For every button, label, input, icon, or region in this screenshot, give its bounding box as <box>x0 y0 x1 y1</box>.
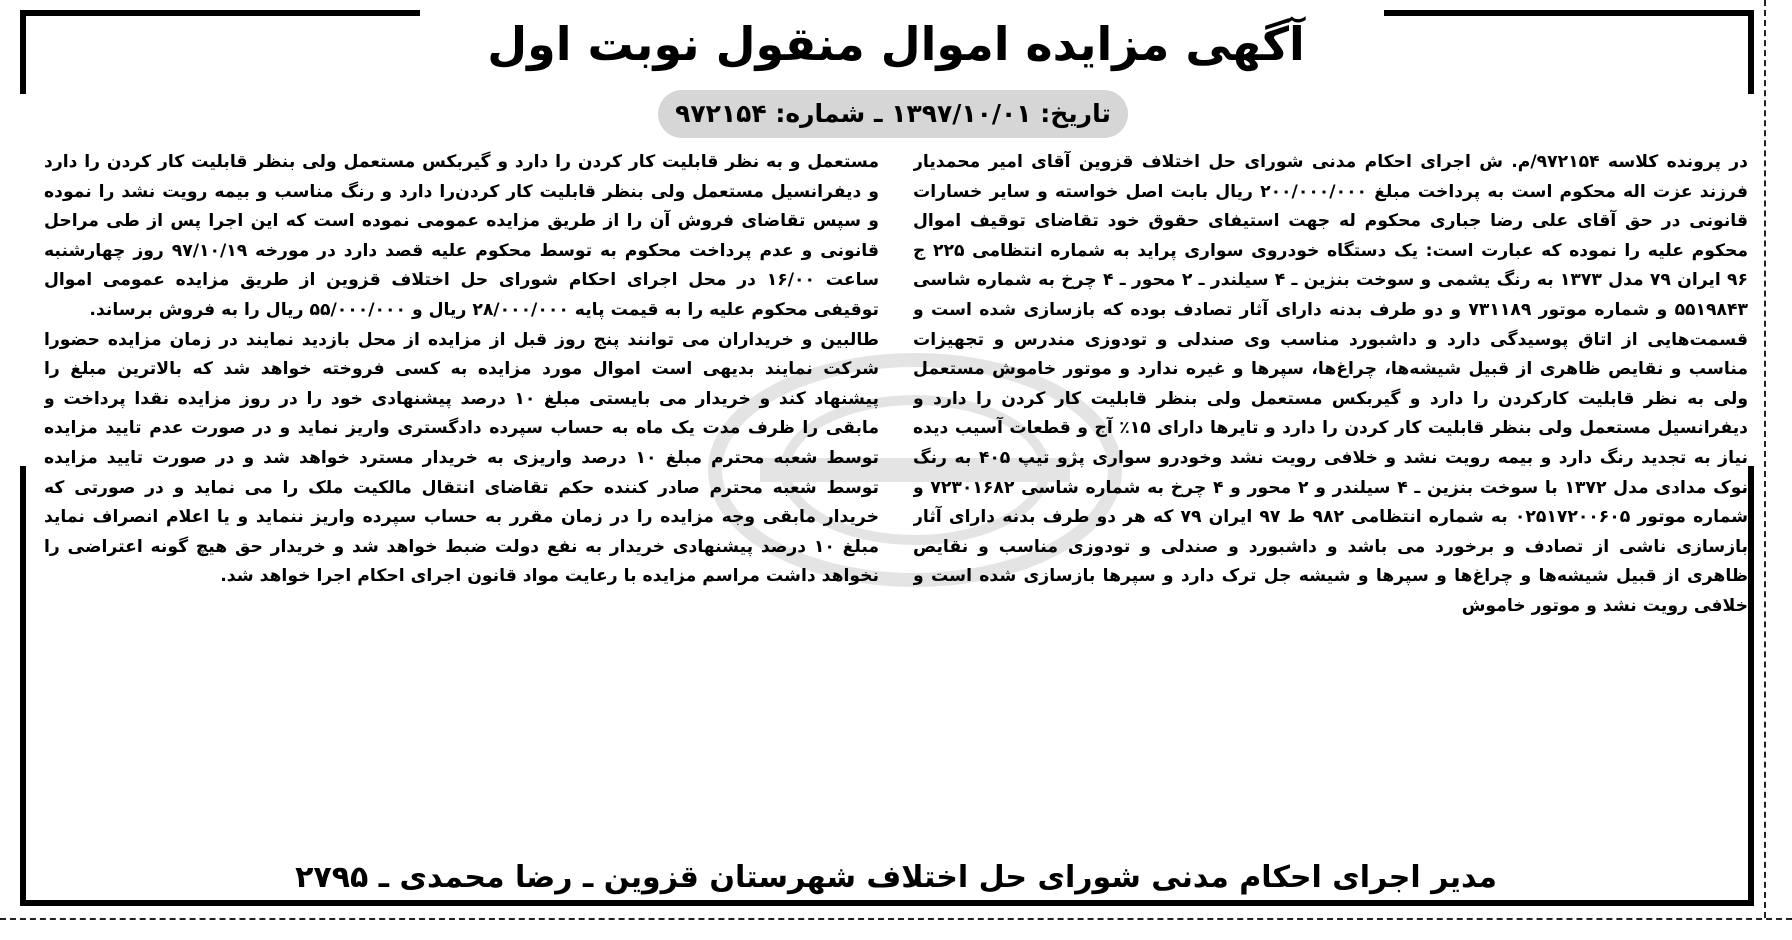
left-column-paragraph-2: طالبین و خریداران می توانند پنج روز قبل از مزایده از محل بازدید نمایند در زمان مزایده حضورا شرکت نمایند بدیهی است اموال مورد مزایده به کسی فروخته خواهد شد که بالاترین مبلغ را پیشنهاد کند و خریدار می بایستی مبلغ ۱۰ درصد پیشنهادی خود را در روز مزایده نقدا پرداخت و مابقی را ظرف مدت یک ماه به حساب سپرده دادگستری واریز نماید و در صورت عدم تایید مزایده توسط شعبه محترم مبلغ ۱۰ درصد واریزی به خریدار مسترد خواهد شد و در صورت تایید مزایده توسط شعبه محترم صادر کننده حکم تقاضای انتقال مالکیت ملک را می نماید و در صورتی که خریدار مابقی وجه مزایده را در زمان مقرر به حساب سپرده واریز ننماید و یا اعلام انصراف نماید مبلغ ۱۰ درصد پیشنهادی خریدار به نفع دولت ضبط خواهد شد و خریدار حق هیچ گونه اعتراضی را نخواهد داشت مراسم مزایده با رعایت مواد قانون اجرای احکام اجرا خواهد شد. <box>44 329 879 587</box>
signature-line: مدیر اجرای احکام مدنی شورای حل اختلاف شهرستان قزوین ـ رضا محمدی ـ ۲۷۹۵ <box>295 860 1497 895</box>
date-number-badge: تاریخ: ۱۳۹۷/۱۰/۰۱ ـ شماره: ۹۷۲۱۵۴ <box>658 90 1128 138</box>
cut-line-vertical <box>1764 0 1766 918</box>
right-column-text: در پرونده کلاسه ۹۷۲۱۵۴/م. ش اجرای احکام مدنی شورای حل اختلاف قزوین آقای امیر محمدیار فرزند عزت اله محکوم است به پرداخت مبلغ ۲۰۰/۰۰۰/۰۰۰ ریال بابت اصل خواسته و سایر خسارات قانونی در حق آقای علی رضا جباری محکوم له جهت استیفای حقوق خود تقاضای توقیف اموال محکوم علیه را نموده که عبارت است: یک دستگاه خودروی سواری پراید به شماره انتظامی ۲۲۵ ج ۹۶ ایران ۷۹ مدل ۱۳۷۳ به رنگ یشمی و سوخت بنزین ـ ۴ سیلندر ـ ۲ محور ـ ۴ چرخ به شماره شاسی ۵۵۱۹۸۴۳ و شماره موتور ۷۳۱۱۸۹ و دو طرف بدنه دارای آثار تصادف بوده که بازسازی شده است و قسمت‌هایی از اتاق پوسیدگی دارد و داشبورد مناسب وی صندلی و تودوزی مندرس و تجهیزات مناسب و نقایص ظاهری از قبیل شیشه‌ها، چراغ‌ها، سپرها و غیره ندارد و موتور خاموش مستعمل ولی به نظر قابلیت کارکردن را دارد و گیربکس مستعمل ولی بنظر قابلیت کار کردن را دارد و دیفرانسیل مستعمل ولی بنظر قابلیت کار کردن را دارد و تایرها دارای ۱۵٪ آج و قطعات آسیب دیده نیاز به تجدید رنگ دارد و بیمه رویت نشد و خلافی رویت نشد وخودرو سواری پژو تیپ ۴۰۵ به رنگ نوک مدادی مدل ۱۳۷۲ با سوخت بنزین ـ ۴ سیلندر و ۲ محور و ۴ چرخ به شماره شاسی ۷۲۳۰۱۶۸۲ و شماره موتور ۰۲۵۱۷۲۰۰۶۰۵ به شماره انتظامی ۹۸۲ ط ۹۷ ایران ۷۹ که هر دو طرف بدنه دارای آثار بازسازی ناشی از تصادف و برخورد می باشد و داشبورد و صندلی و تودوزی مناسب و نقایص ظاهری از قبیل شیشه‌ها و چراغ‌ها و سپرها و شیشه جل ترک دارد و سپرها بازسازی شده است و خلافی رویت نشد و موتور خاموش <box>913 152 1748 616</box>
left-column <box>44 148 879 828</box>
frame-bottom-line <box>20 900 1754 906</box>
notice-body <box>44 148 1748 828</box>
right-column <box>913 148 1748 828</box>
left-column-paragraph-1: مستعمل و به نظر قابلیت کار کردن را دارد و گیربکس مستعمل ولی بنظر قابلیت کار کردن را دارد و دیفرانسیل مستعمل ولی بنظر قابلیت کار کردن‌را دارد و رنگ مناسب و بیمه رویت نشد را نموده و سپس تقاضای فروش آن را از طریق مزایده عمومی نموده است که این اجرا پس از طی مراحل قانونی و عدم پرداخت محکوم به توسط محکوم علیه قصد دارد در مورخه ۹۷/۱۰/۱۹ روز چهارشنبه ساعت ۱۶/۰۰ در محل اجرای احکام شورای حل اختلاف قزوین از طریق مزایده عمومی اموال توقیفی محکوم علیه را به قیمت پایه ۲۸/۰۰۰/۰۰۰ ریال و ۵۵/۰۰۰/۰۰۰ ریال را به فروش برساند. <box>44 152 879 320</box>
cut-line-horizontal <box>0 918 1792 920</box>
frame-left-lower-line <box>20 466 26 906</box>
frame-right-lower-line <box>1748 466 1754 906</box>
notice-title: آگهی مزایده اموال منقول نوبت اول <box>487 17 1305 71</box>
